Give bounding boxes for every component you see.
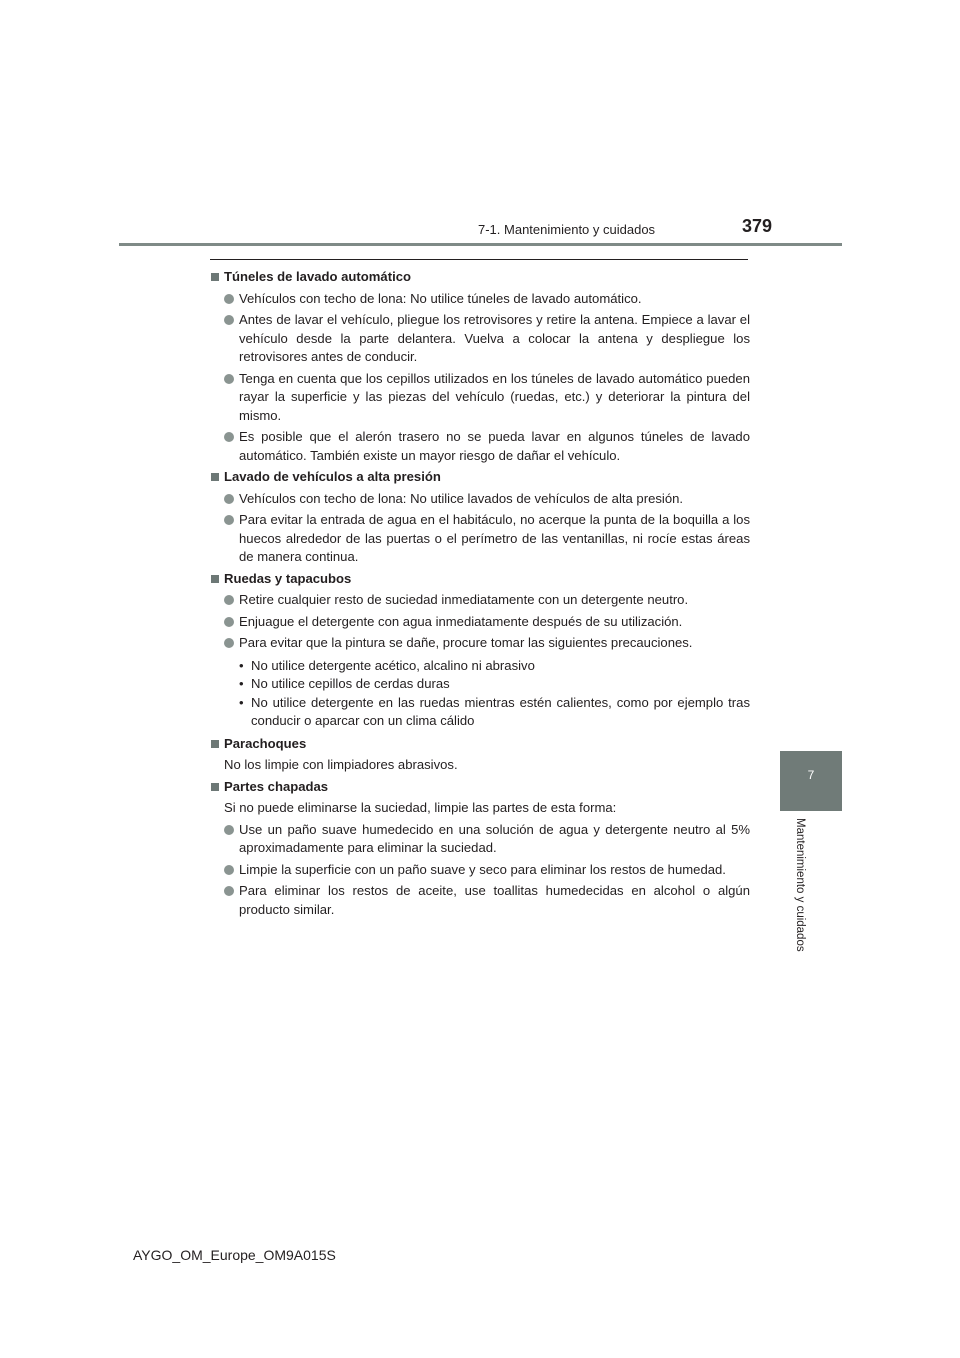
bullet-text: Use un paño suave humedecido en una solución de agua y detergente neutro al 5% aproximadamente para eliminar la suciedad. bbox=[239, 821, 750, 855]
bullet-item bbox=[210, 511, 750, 567]
section-heading bbox=[210, 268, 750, 287]
bullet-text: Vehículos con techo de lona: No utilice túneles de lavado automático. bbox=[239, 290, 642, 306]
bullet-item bbox=[210, 311, 750, 367]
bullet-item bbox=[210, 861, 750, 880]
section-heading-text: Ruedas y tapacubos bbox=[224, 570, 352, 586]
header-section-title: 7-1. Mantenimiento y cuidados bbox=[478, 222, 656, 237]
chapter-label: Mantenimiento y cuidados bbox=[794, 818, 806, 952]
bullet-text: Retire cualquier resto de suciedad inmediatamente con un detergente neutro. bbox=[239, 592, 689, 607]
bullet-item bbox=[210, 591, 750, 610]
bullet-text: Antes de lavar el vehículo, pliegue los retrovisores y retire la antena. Empiece a lavar el vehículo desde la parte delantera. Vuelva a colocar la antena y despliegue los retrovisores antes de conducir. bbox=[239, 312, 750, 364]
sub-list-text: No utilice detergente en las ruedas mientras estén calientes, como por ejemplo tras conducir o aparcar con un clima cálido bbox=[251, 694, 750, 728]
square-bullet-icon bbox=[211, 273, 219, 281]
square-bullet-icon bbox=[211, 740, 219, 748]
sub-list-item bbox=[239, 657, 750, 676]
circle-bullet-icon bbox=[224, 638, 234, 648]
square-bullet-icon bbox=[211, 473, 219, 481]
page-number: 379 bbox=[742, 216, 773, 236]
bullet-text: Enjuague el detergente con agua inmediatamente después de su utilización. bbox=[239, 613, 683, 629]
circle-bullet-icon bbox=[224, 825, 234, 835]
section-heading bbox=[210, 778, 750, 797]
square-bullet-icon bbox=[211, 783, 219, 791]
bullet-item bbox=[210, 290, 750, 309]
bullet-text: Vehículos con techo de lona: No utilice lavados de vehículos de alta presión. bbox=[239, 490, 684, 506]
section-heading-text: Partes chapadas bbox=[224, 778, 329, 794]
bullet-item bbox=[210, 613, 750, 632]
bullet-text: Es posible que el alerón trasero no se pueda lavar en algunos túneles de lavado automático. También existe un mayor riesgo de dañar el vehículo. bbox=[239, 429, 750, 463]
dot-bullet-icon: • bbox=[239, 694, 244, 710]
circle-bullet-icon bbox=[224, 294, 234, 304]
circle-bullet-icon bbox=[224, 432, 234, 442]
section-heading bbox=[210, 468, 750, 487]
section-heading-text: Parachoques bbox=[224, 735, 307, 751]
circle-bullet-icon bbox=[224, 374, 234, 384]
sub-list-text: No utilice cepillos de cerdas duras bbox=[251, 676, 450, 691]
section-heading bbox=[210, 570, 750, 589]
document-code: AYGO_OM_Europe_OM9A015S bbox=[133, 1247, 336, 1263]
section-heading-text: Túneles de lavado automático bbox=[224, 269, 411, 284]
bullet-text: Limpie la superficie con un paño suave y seco para eliminar los restos de humedad. bbox=[239, 861, 726, 877]
bullet-item bbox=[210, 370, 750, 426]
sub-list bbox=[210, 657, 750, 731]
content-top-rule bbox=[210, 259, 748, 260]
section-text: Si no puede eliminarse la suciedad, limpie las partes de esta forma: bbox=[224, 800, 617, 815]
bullet-item bbox=[210, 821, 750, 858]
chapter-number: 7 bbox=[807, 768, 815, 782]
dot-bullet-icon: • bbox=[239, 676, 244, 691]
square-bullet-icon bbox=[211, 575, 219, 583]
circle-bullet-icon bbox=[224, 617, 234, 627]
bullet-item bbox=[210, 490, 750, 509]
circle-bullet-icon bbox=[224, 315, 234, 325]
bullet-text: Para evitar que la pintura se dañe, procure tomar las siguientes precauciones. bbox=[239, 635, 693, 650]
bullet-text: Para eliminar los restos de aceite, use toallitas humedecidas en alcohol o algún producto similar. bbox=[239, 883, 750, 917]
circle-bullet-icon bbox=[224, 494, 234, 504]
bullet-text: Para evitar la entrada de agua en el habitáculo, no acerque la punta de la boquilla a los huecos alrededor de las puertas o el perímetro de las ventanillas, ni rocíe estas áreas de manera continua. bbox=[239, 512, 750, 564]
sub-list-text: No utilice detergente acético, alcalino ni abrasivo bbox=[251, 657, 535, 673]
section-heading-text: Lavado de vehículos a alta presión bbox=[224, 469, 441, 484]
dot-bullet-icon: • bbox=[239, 657, 244, 673]
section-text: No los limpie con limpiadores abrasivos. bbox=[224, 757, 458, 772]
bullet-item bbox=[210, 882, 750, 919]
header-rule bbox=[119, 243, 842, 246]
circle-bullet-icon bbox=[224, 595, 234, 605]
page-content bbox=[210, 268, 750, 922]
sub-list-item bbox=[239, 675, 750, 694]
circle-bullet-icon bbox=[224, 515, 234, 525]
sub-list-item bbox=[239, 694, 750, 731]
bullet-text: Tenga en cuenta que los cepillos utilizados en los túneles de lavado automático pueden rayar la superficie y las piezas del vehículo (ruedas, etc.) y deteriorar la pintura del mismo. bbox=[239, 370, 750, 423]
section-heading bbox=[210, 735, 750, 754]
circle-bullet-icon bbox=[224, 865, 234, 875]
chapter-tab bbox=[780, 751, 842, 811]
bullet-item bbox=[210, 428, 750, 465]
bullet-item bbox=[210, 634, 750, 653]
circle-bullet-icon bbox=[224, 886, 234, 896]
